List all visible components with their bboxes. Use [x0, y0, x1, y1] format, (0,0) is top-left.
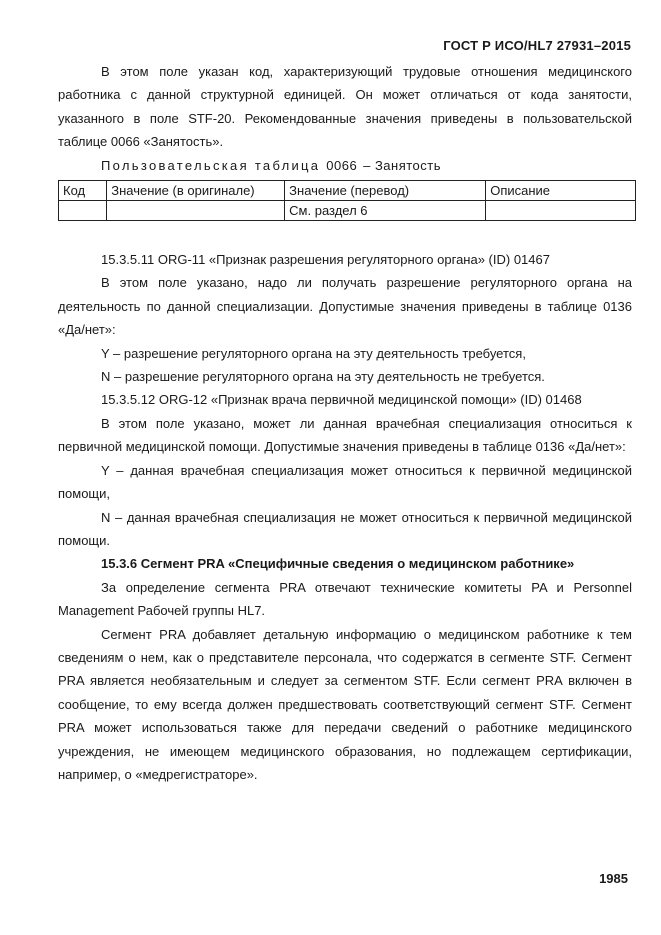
- list-item-org12-yes: Y – данная врачебная специализация может относиться к первичной медицинской помощи,: [58, 462, 632, 502]
- list-item-org11-yes: Y – разрешение регуляторного органа на эту деятельность требуется,: [101, 345, 526, 361]
- list-item-org11-no: N – разрешение регуляторного органа на эту деятельность не требуется.: [101, 369, 545, 385]
- paragraph-org12-description: В этом поле указано, может ли данная врачебная специализация относиться к первичной медицинской помощи. Допустимые значения приведены в таблице 0136 «Да/нет»:: [58, 415, 632, 455]
- table-caption-number: 0066: [326, 157, 358, 173]
- table-caption-label: Пользовательская таблица: [101, 157, 321, 173]
- table-header-code: Код: [59, 181, 107, 201]
- table-cell-original-value: [107, 201, 285, 221]
- table-cell-code: [59, 201, 107, 221]
- section-heading-org12: 15.3.5.12 ORG-12 «Признак врача первичной медицинской помощи» (ID) 01468: [101, 392, 582, 408]
- page-number: 1985: [599, 871, 628, 886]
- table-cell-description: [486, 201, 636, 221]
- table-caption: [58, 154, 632, 177]
- table-header-description: Описание: [486, 181, 636, 201]
- paragraph-org11-description: В этом поле указано, надо ли получать разрешение регуляторного органа на деятельность по данной специализации. Допустимые значения приведены в таблице 0136 «Да/нет»:: [58, 275, 632, 338]
- table-header-original-value: Значение (в оригинале): [107, 181, 285, 201]
- paragraph-pra-description: Сегмент PRA добавляет детальную информацию о медицинском работнике к тем сведениям о нем, как о представителе персонала, что содержатся в сегменте STF. Сегмент PRA является необязательным и следует за сегментом STF. Если сегмент PRA включен в сообщение, то ему всегда должен предшествовать соответствующий сегмент STF. Сегмент PRA может использоваться также для передачи сведений о работнике медицинского учреждения, не имеющем медицинского образования, но подлежащем сертификации, например, о «медрегистраторе».: [58, 626, 632, 782]
- document-header: ГОСТ Р ИСО/HL7 27931–2015: [443, 38, 631, 53]
- section-heading-org11: 15.3.5.11 ORG-11 «Признак разрешения регуляторного органа» (ID) 01467: [101, 252, 550, 268]
- paragraph-pra-committees: За определение сегмента PRA отвечают технические комитеты PA и Personnel Management Рабочей группы HL7.: [58, 579, 632, 619]
- page-body: [58, 60, 632, 786]
- section-heading-pra: 15.3.6 Сегмент PRA «Специфичные сведения о медицинском работнике»: [101, 556, 575, 572]
- table-row: [59, 201, 636, 221]
- user-table-0066: [58, 180, 636, 221]
- table-header-row: [59, 181, 636, 201]
- paragraph-org10-description: В этом поле указан код, характеризующий трудовые отношения медицинского работника с данной структурной единицей. Он может отличаться от кода занятости, указанного в поле STF-20. Рекомендованные значения приведены в пользовательской таблице 0066 «Занятость».: [58, 64, 632, 150]
- table-header-translated-value: Значение (перевод): [285, 181, 486, 201]
- table-caption-title: – Занятость: [363, 157, 442, 173]
- list-item-org12-no: N – данная врачебная специализация не может относиться к первичной медицинской помощи.: [58, 509, 632, 548]
- table-cell-translated-value: См. раздел 6: [285, 201, 486, 221]
